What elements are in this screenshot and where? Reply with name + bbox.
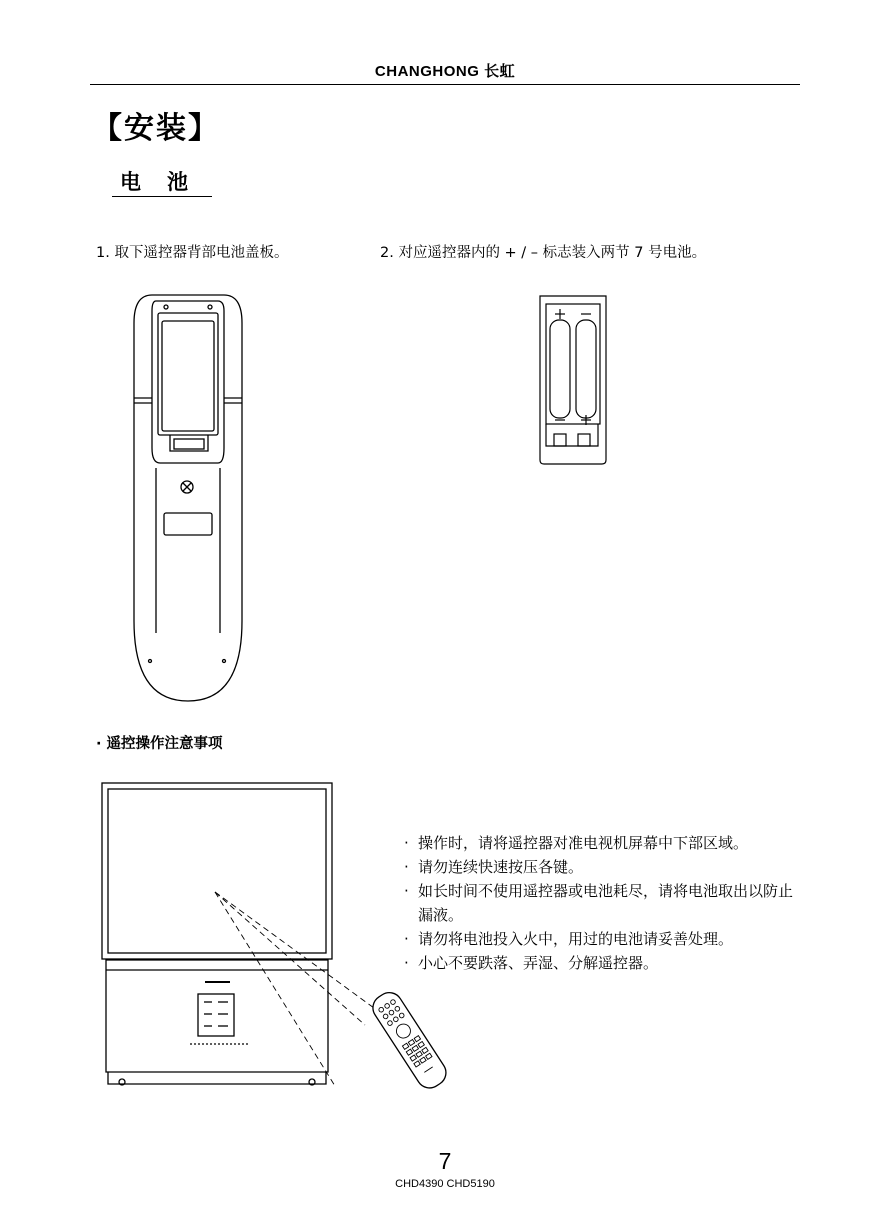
header-divider <box>90 84 800 85</box>
notes-list <box>402 831 802 975</box>
page-number: 7 <box>438 1148 452 1174</box>
note-item: · 小心不要跌落、弄湿、分解遥控器。 <box>402 951 802 975</box>
step-1-text: 1. 取下遥控器背部电池盖板。 <box>96 245 289 261</box>
remote-back-illustration <box>130 293 246 705</box>
section-title: 【安装】 <box>92 111 220 146</box>
step-2-text: 2. 对应遥控器内的 + ∕ – 标志装入两节 7 号电池。 <box>380 245 707 261</box>
subsection-underline <box>112 196 212 197</box>
model-numbers: CHD4390 CHD5190 <box>395 1178 495 1190</box>
note-item: · 请勿连续快速按压各键。 <box>402 855 802 879</box>
subsection-title: 电池 <box>120 170 214 194</box>
battery-compartment-illustration <box>538 294 608 466</box>
note-item: · 操作时，请将遥控器对准电视机屏幕中下部区域。 <box>402 831 802 855</box>
note-item: · 请勿将电池投入火中，用过的电池请妥善处理。 <box>402 927 802 951</box>
brand-header: CHANGHONG 长虹 <box>374 63 516 80</box>
notes-heading: · 遥控操作注意事项 <box>96 736 223 752</box>
note-item: · 如长时间不使用遥控器或电池耗尽，请将电池取出以防止漏液。 <box>402 879 802 927</box>
